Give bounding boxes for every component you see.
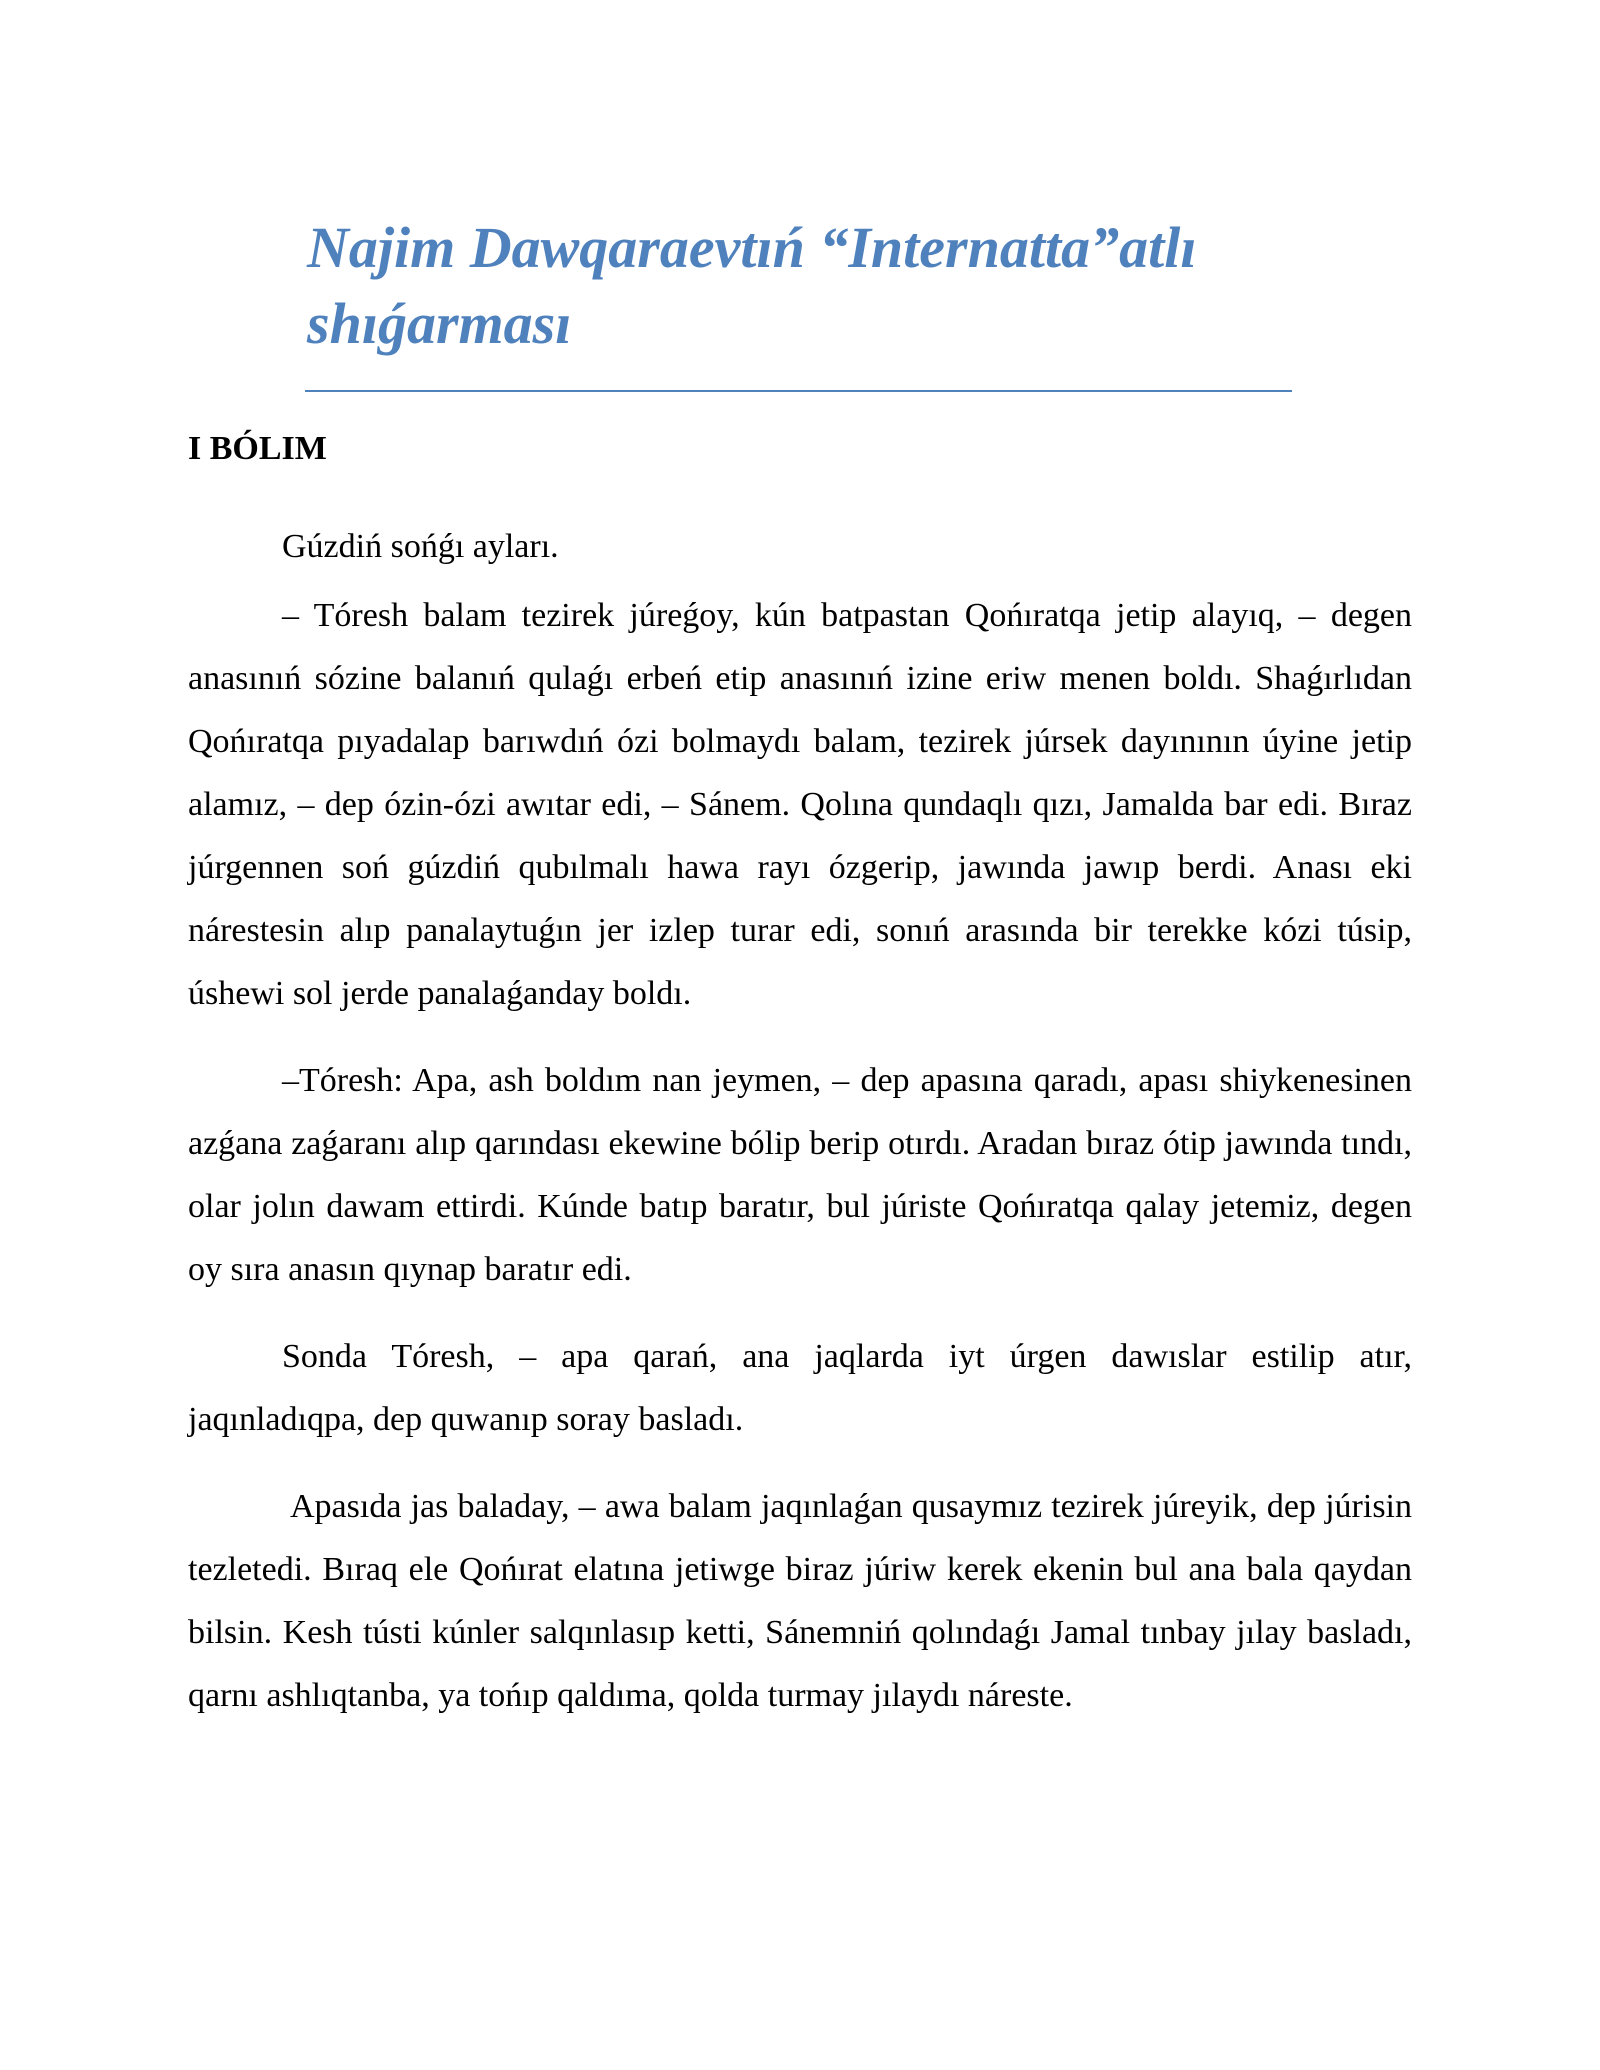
title-block xyxy=(307,210,1292,362)
paragraph-4: Sonda Tóresh, – apa qarań, ana jaqlarda iyt úrgen dawıslar estilip atır, jaqınladıqpa, dep quwanıp soray basladı. xyxy=(188,1338,1412,1438)
document-body xyxy=(188,515,1412,1727)
title-underline xyxy=(305,390,1292,392)
document-title: Najim Dawqaraevtıń “Internatta”atlı shıǵarması xyxy=(307,215,1197,356)
paragraph-2: – Tóresh balam tezirek júreǵoy, kún batpastan Qońıratqa jetip alayıq, – degen anasınıń sózine balanıń qulaǵı erbeń etip anasınıń izine eriw menen boldı. Shaǵırlıdan Qońıratqa pıyadalap barıwdıń ózi bolmaydı balam, tezirek júrsek dayınının úyine jetip alamız, – dep ózin-ózi awıtar edi, – Sánem. Qolına qundaqlı qızı, Jamalda bar edi. Bıraz júrgennen soń gúzdiń qubılmalı hawa rayı ózgerip, jawında jawıp berdi. Anası eki nárestesin alıp panalaytuǵın jer izlep turar edi, sonıń arasında bir terekke kózi túsip, úshewi sol jerde panalaǵanday boldı. xyxy=(188,597,1412,1012)
paragraph-5: Apasıda jas baladay, – awa balam jaqınlaǵan qusaymız tezirek júreyik, dep júrisin tezletedi. Bıraq ele Qońırat elatına jetiwge biraz júriw kerek ekenin bul ana bala qaydan bilsin. Kesh tústi kúnler salqınlasıp ketti, Sánemniń qolındaǵı Jamal tınbay jılay basladı, qarnı ashlıqtanba, ya tońıp qaldıma, qolda turmay jılaydı náreste. xyxy=(188,1488,1412,1714)
paragraph-1: Gúzdiń sońǵı ayları. xyxy=(282,528,559,565)
paragraph-3: –Tóresh: Apa, ash boldım nan jeymen, – dep apasına qaradı, apası shiykenesinen azǵana zaǵaranı alıp qarındası ekewine bólip berip otırdı. Aradan bıraz ótip jawında tındı, olar jolın dawam ettirdi. Kúnde batıp baratır, bul júriste Qońıratqa qalay jetemiz, degen oy sıra anasın qıynap baratır edi. xyxy=(188,1062,1412,1288)
section-heading: I BÓLIM xyxy=(188,430,327,467)
